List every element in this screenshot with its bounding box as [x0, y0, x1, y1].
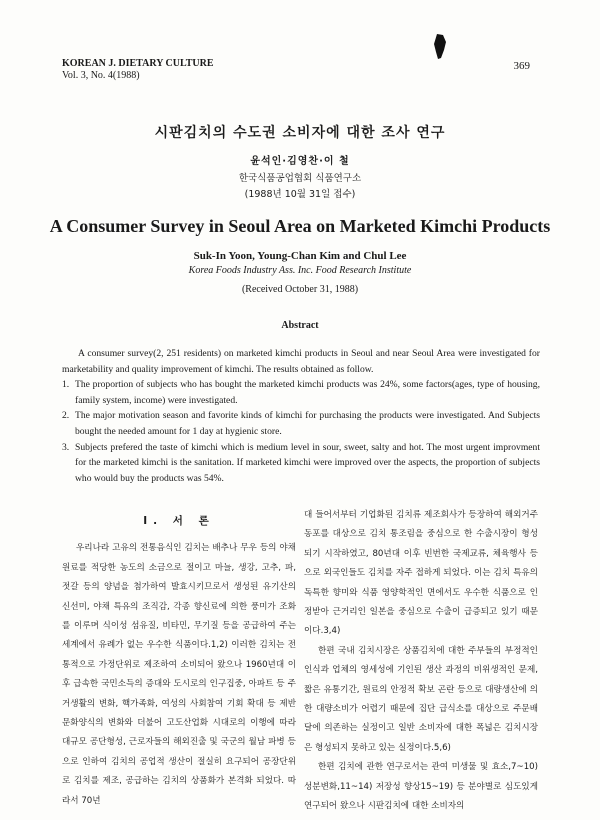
result-text: Subjects prefered the taste of kimchi which is medium level in sour, sweet, salty and hot. The most urgent improvment for the marketed kimchi is the sanitation. If marketed kimchi were improved over the aspects, the proportion of subjects who would buy the products was 54%.	[75, 441, 540, 484]
body-left-column	[62, 512, 296, 811]
body-paragraph: 한편 김치에 관한 연구로서는 관여 미생물 및 효소,7~10) 성분변화,11~14) 저장성 향상15~19) 등 분야별로 심도있게 연구되어 왔으나 시판김치에 대한 소비자의	[304, 762, 538, 812]
english-affiliation: Korea Foods Industry Ass. Inc. Food Research Institute	[188, 265, 412, 276]
result-number: 1.	[62, 379, 70, 391]
abstract-result-item	[62, 377, 540, 408]
english-authors: Suk-In Yoon, Young-Chan Kim and Chul Lee	[193, 250, 407, 262]
korean-affiliation: 한국식품공업협회 식품연구소	[238, 173, 362, 184]
abstract-results-list	[62, 377, 540, 486]
english-received-date: (Received October 31, 1988)	[241, 284, 359, 295]
section-heading-introduction: I. 서 론	[143, 515, 215, 527]
body-paragraph: 대 들어서부터 기업화된 김치류 제조회사가 등장하여 해외거주 동포를 대상으로 김치 통조림을 중심으로 한 수출시장이 형성되기 시작하였고, 80년대 이후 빈번한 국제교류, 체육행사 등으로 외국인들도 김치를 자주 접하게 되었다. 이는 김치 특유의 독특한 향미와 식품 영양학적인 면에서도 우수한 식품으로 인정받아 근거리인 일본을 중심으로 수출이 급증되고 있기 때문이다.3,4)	[304, 510, 538, 637]
journal-header	[62, 58, 214, 82]
journal-name: KOREAN J. DIETARY CULTURE	[62, 58, 214, 69]
abstract-result-item	[62, 408, 540, 439]
result-text: The major motivation season and favorite kinds of kimchi for purchasing the products were investigated. And Subjects bought the needed amount for 1 day at hygienic store.	[75, 410, 540, 437]
korean-authors: 윤석인·김영찬·이 철	[250, 156, 350, 167]
korean-title: 시판김치의 수도권 소비자에 대한 조사 연구	[154, 125, 446, 141]
result-number: 2.	[62, 410, 70, 422]
body-right-column	[304, 506, 538, 817]
result-number: 3.	[62, 441, 70, 453]
abstract-result-item	[62, 440, 540, 487]
journal-volume: Vol. 3, No. 4(1988)	[62, 70, 140, 81]
page-number: 369	[513, 60, 530, 72]
abstract-heading: Abstract	[281, 320, 319, 331]
ink-stamp-mark	[430, 32, 450, 62]
abstract-intro: A consumer survey(2, 251 residents) on marketed kimchi products in Seoul and near Seoul Area were investigated for marketability and quality improvement of kimchi. The results obtained as follow.	[62, 348, 540, 375]
korean-received-date: (1988년 10월 31일 접수)	[244, 189, 356, 200]
body-paragraph: 한편 국내 김치시장은 상품김치에 대한 주부들의 부정적인 인식과 업체의 영세성에 기인된 생산 과정의 비위생적인 문제, 짧은 유통기간, 원료의 안정적 확보 곤란 등으로 대량생산에 의한 대량소비가 어렵기 때문에 집단 급식소를 대상으로 주문배달에 의존하는 실정이고 일반 소비자에 대한 폭넓은 김치시장은 형성되지 못하고 있는 실정이다.5,6)	[304, 645, 538, 753]
body-paragraph: 우리나라 고유의 전통음식인 김치는 배추나 무우 등의 야채원료를 적당한 농도의 소금으로 절이고 마늘, 생강, 고추, 파, 젓갈 등의 양념을 첨가하여 발효시키므로서 생성된 유기산의 신선미, 야채 특유의 조직감, 각종 향신료에 의한 풍미가 조화를 이루며 식이성 섬유질, 비타민, 무기질 등을 공급하여 주는 세계에서 유례가 없는 우수한 식품이다.1,2) 이러한 김치는 전통적으로 가정단위로 제조하여 소비되어 왔으나 1960년대 이후 급속한 국민소득의 증대와 도시로의 인구집중, 아파트 등 주거생활의 변화, 핵가족화, 여성의 사회참여 기회 확대 등 제반 문화양식의 변화와 더불어 고도산업화 시대로의 이행에 따라 대규모 공단형성, 근로자들의 해외진출 및 국군의 월남 파병 등으로 인하여 김치의 공업적 생산이 절실히 요구되어 공장단위로 김치를 제조, 공급하는 김치의 상품화가 본격화 되었다. 따라서 70년	[62, 543, 296, 806]
english-title: A Consumer Survey in Seoul Area on Marketed Kimchi Products	[49, 216, 551, 236]
result-text: The proportion of subjects who has bought the marketed kimchi products was 24%, some factors(ages, type of housing, family system, income) were investigated.	[75, 379, 540, 406]
abstract-body	[62, 346, 540, 486]
